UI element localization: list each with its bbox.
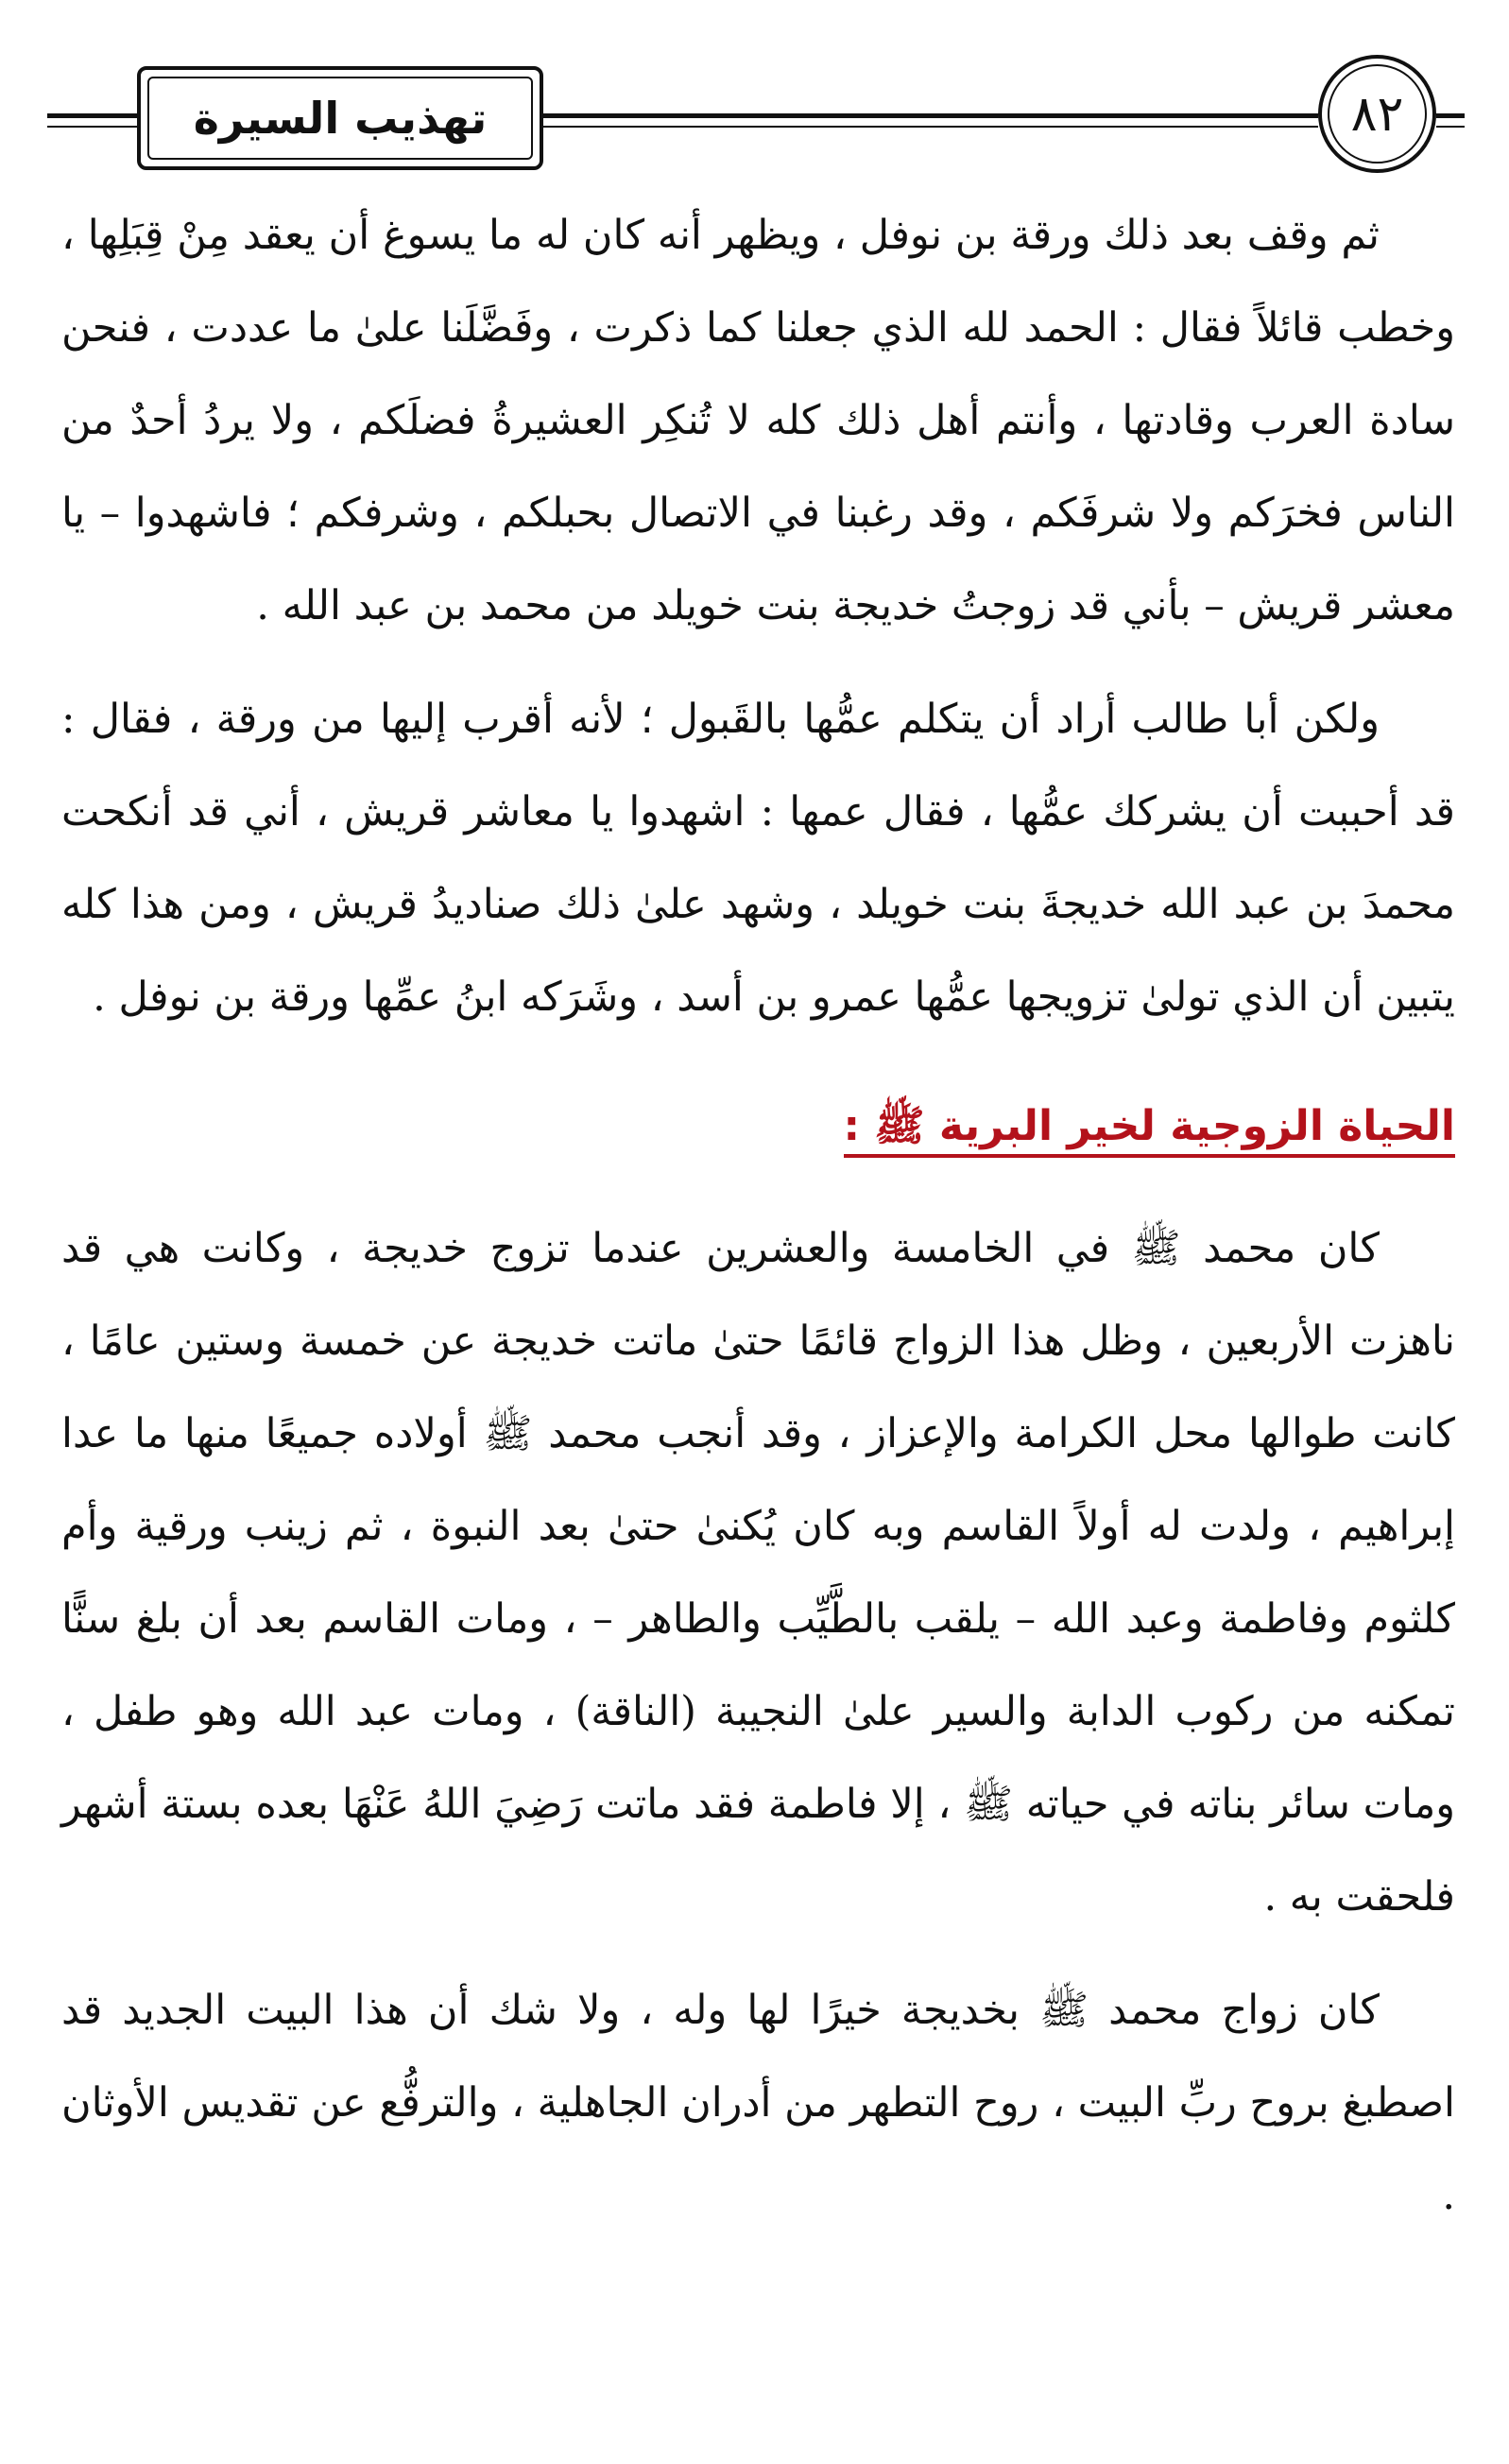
book-title: تهذيب السيرة	[193, 93, 488, 144]
paragraph-2: ولكن أبا طالب أراد أن يتكلم عمُّها بالقَبول ؛ لأنه أقرب إليها من ورقة ، فقال : قد أحببت أن يشركك عمُّها ، فقال عمها : اشهدوا يا معاشر قريش ، أني قد أنكحت محمدَ بن عبد الله خديجةَ بنت خويلد ، وشهد علىٰ ذلك صناديدُ قريش ، ومن هذا كله يتبين أن الذي تولىٰ تزويجها عمُّها عمرو بن أسد ، وشَرَكه ابنُ عمِّها ورقة بن نوفل .	[61, 696, 1455, 1021]
paragraph-4: كان زواج محمد ﷺ بخديجة خيرًا لها وله ، ولا شك أن هذا البيت الجديد قد اصطبغ بروح ربِّ البيت ، روح التطهر من أدران الجاهلية ، والترفُّع عن تقديس الأوثان .	[61, 1987, 1455, 2219]
header-rule-middle	[543, 113, 1318, 128]
page-body	[61, 189, 1455, 2242]
header-rule-right	[1436, 113, 1465, 128]
page-number-badge	[1318, 55, 1436, 173]
page-number: ٨٢	[1350, 85, 1404, 143]
header-rule-left	[47, 113, 137, 128]
book-title-frame	[137, 66, 543, 170]
section-heading-text: الحياة الزوجية لخير البرية ﷺ :	[844, 1102, 1456, 1158]
page-header	[47, 38, 1465, 189]
paragraph-3: كان محمد ﷺ في الخامسة والعشرين عندما تزوج خديجة ، وكانت هي قد ناهزت الأربعين ، وظل هذا الزواج قائمًا حتىٰ ماتت خديجة عن خمسة وستين عامًا ، كانت طوالها محل الكرامة والإعزاز ، وقد أنجب محمد ﷺ أولاده جميعًا منها ما عدا إبراهيم ، ولدت له أولاً القاسم وبه كان يُكنىٰ حتىٰ بعد النبوة ، ثم زينب ورقية وأم كلثوم وفاطمة وعبد الله – يلقب بالطَّيِّب والطاهر – ، ومات القاسم بعد أن بلغ سنًّا تمكنه من ركوب الدابة والسير علىٰ النجيبة (الناقة) ، ومات عبد الله وهو طفل ، ومات سائر بناته في حياته ﷺ ، إلا فاطمة فقد ماتت رَضِيَ اللهُ عَنْهَا بعده بستة أشهر فلحقت به .	[61, 1225, 1455, 1921]
section-heading	[61, 1089, 1455, 1164]
paragraph-1: ثم وقف بعد ذلك ورقة بن نوفل ، ويظهر أنه كان له ما يسوغ أن يعقد مِنْ قِبَلِها ، وخطب قائلاً فقال : الحمد لله الذي جعلنا كما ذكرت ، وفَضَّلَنا علىٰ ما عددت ، فنحن سادة العرب وقادتها ، وأنتم أهل ذلك كله لا تُنكِر العشيرةُ فضلَكم ، ولا يردُ أحدٌ من الناس فخرَكم ولا شرفَكم ، وقد رغبنا في الاتصال بحبلكم ، وشرفكم ؛ فاشهدوا – يا معشر قريش – بأني قد زوجتُ خديجة بنت خويلد من محمد بن عبد الله .	[61, 212, 1455, 629]
